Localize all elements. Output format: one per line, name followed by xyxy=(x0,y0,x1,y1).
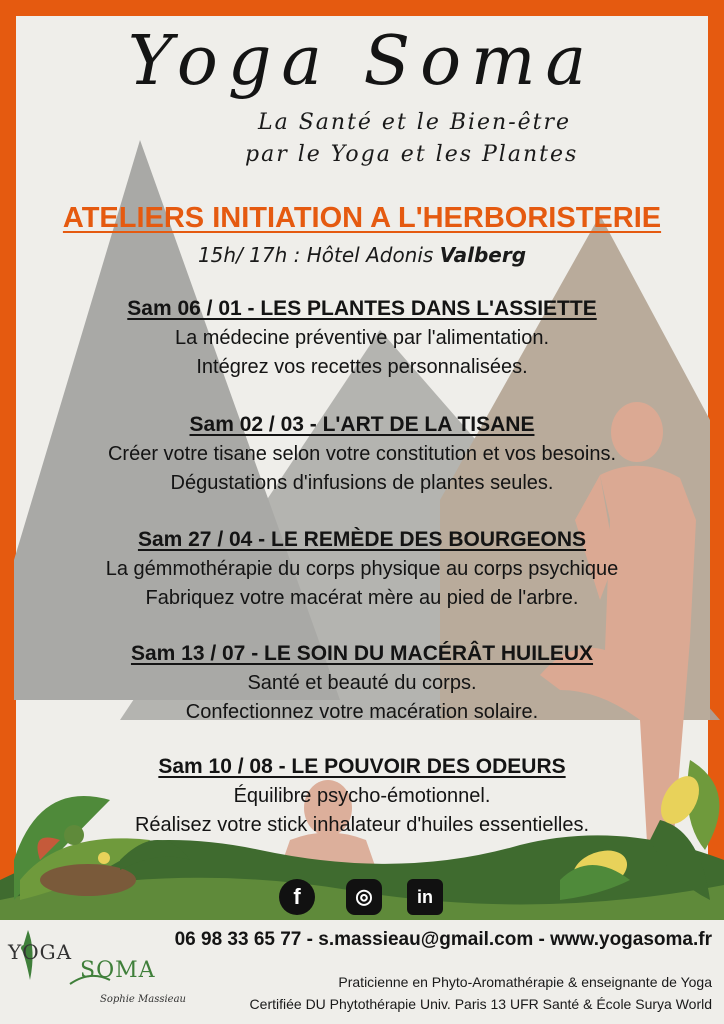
facebook-icon[interactable]: f xyxy=(279,879,315,915)
logo-name-text: Sophie Massieau xyxy=(100,994,186,1005)
logo-soma-text: SOMA xyxy=(80,958,156,983)
session-description: Dégustations d'infusions de plantes seules. xyxy=(170,472,554,494)
time-text: 15h/ 17h : Hôtel Adonis xyxy=(197,243,440,267)
linkedin-icon[interactable]: in xyxy=(407,879,443,915)
subtitle-line-1: La Santé et le Bien-être xyxy=(258,110,572,135)
session-description: Créer votre tisane selon votre constitution et vos besoins. xyxy=(107,443,617,465)
place-text: Valberg xyxy=(439,243,527,267)
session-description: Fabriquez votre macérat mère au pied de l'arbre. xyxy=(145,587,579,609)
session-2 xyxy=(0,410,724,498)
session-title: Sam 02 / 03 - L'ART DE LA TISANE xyxy=(189,413,535,436)
time-location xyxy=(0,243,724,267)
instagram-icon[interactable]: ◎ xyxy=(346,879,382,915)
subtitle-line-2: par le Yoga et les Plantes xyxy=(245,142,579,167)
session-description: Confectionnez votre macération solaire. xyxy=(185,701,539,723)
session-description: Réalisez votre stick inhalateur d'huiles essentielles. xyxy=(134,814,590,836)
credential-line-2: Certifiée DU Phytothérapie Univ. Paris 13 UFR Santé & École Surya World xyxy=(249,996,712,1012)
logo-yoga-text: YOGA xyxy=(8,940,73,964)
session-description: La médecine préventive par l'alimentation. xyxy=(174,327,550,349)
session-title: Sam 10 / 08 - LE POUVOIR DES ODEURS xyxy=(158,755,566,778)
session-description: Équilibre psycho-émotionnel. xyxy=(233,785,491,807)
session-1 xyxy=(0,294,724,382)
session-description: La gémmothérapie du corps physique au corps psychique xyxy=(105,558,619,580)
session-description: Intégrez vos recettes personnalisées. xyxy=(196,356,528,378)
session-title: Sam 13 / 07 - LE SOIN DU MACÉRÂT HUILEUX xyxy=(130,642,594,665)
page-title: Yoga Soma xyxy=(127,22,597,101)
session-description: Santé et beauté du corps. xyxy=(247,672,477,694)
session-4 xyxy=(0,639,724,727)
session-title: Sam 06 / 01 - LES PLANTES DANS L'ASSIETTE xyxy=(127,297,597,320)
session-3 xyxy=(0,525,724,613)
workshops-heading: ATELIERS INITIATION A L'HERBORISTERIE xyxy=(62,202,662,234)
session-5 xyxy=(0,752,724,840)
credential-line-1: Praticienne en Phyto-Aromathérapie & enseignante de Yoga xyxy=(338,974,712,990)
contact-info[interactable]: 06 98 33 65 77 - s.massieau@gmail.com - www.yogasoma.fr xyxy=(174,929,712,950)
session-title: Sam 27 / 04 - LE REMÈDE DES BOURGEONS xyxy=(137,528,587,551)
